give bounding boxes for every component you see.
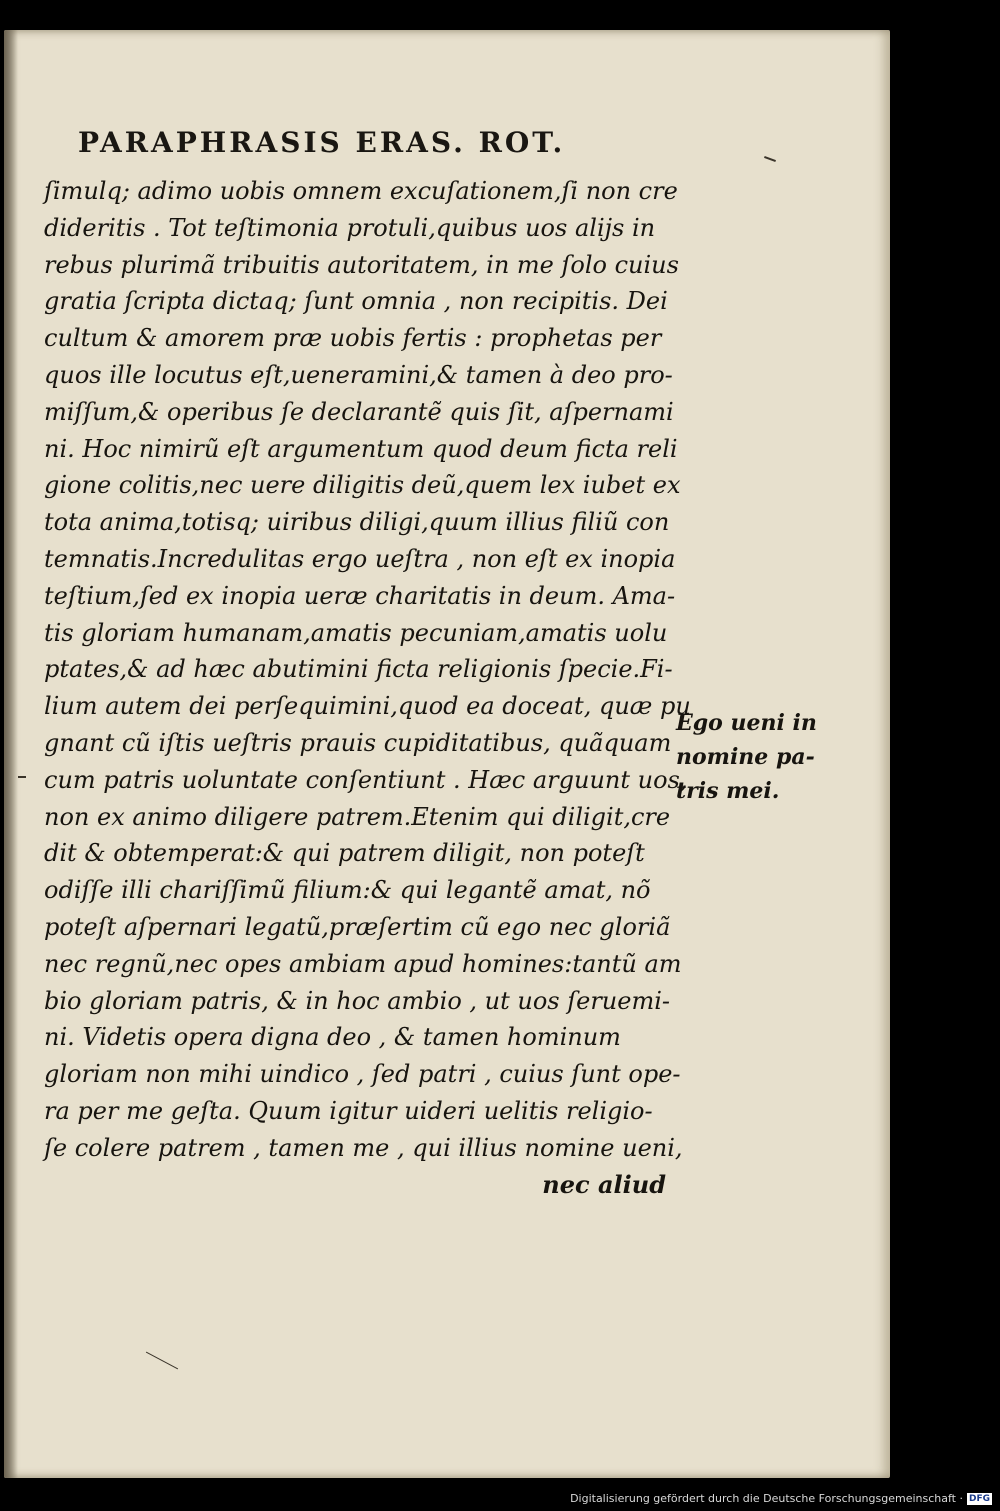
marginal-note [676,706,826,808]
dfg-logo-icon: DFG [968,1493,990,1504]
text-line: non ex animo diligere patrem.Etenim qui diligit,cre [44,802,671,831]
text-line: tota anima,totisq; uiribus diligi,quum illius filiũ con [44,508,670,537]
text-line: gione colitis,nec uere diligitis deũ,quem lex iubet ex [44,471,681,500]
text-line: quos ille locutus eſt,ueneramini,& tamen à deo pro- [44,360,673,389]
text-line: cum patris uoluntate conſentiunt . Hæc arguunt uos, [44,765,688,794]
text-line: poteſt aſpernari legatũ,præſertim cũ ego nec gloriã [44,912,671,941]
book-page [4,30,890,1478]
text-line: bio gloriam patris, & in hoc ambio , ut uos ſeruemi- [44,986,671,1015]
text-line: odiſſe illi chariſſimũ filium:& qui legantẽ amat, nõ [44,876,651,905]
text-line: temnatis.Incredulitas ergo ueſtra , non eſt ex inopia [44,544,676,573]
ink-speck [764,156,776,162]
text-line: miſſum,& operibus ſe declarantẽ quis ſit, aſpernami [44,397,674,426]
text-line: nec regnũ,nec opes ambiam apud homines:tantũ am [44,949,682,978]
text-line: ptates,& ad hæc abutimini ficta religionis ſpecie.Fi- [44,655,673,684]
text-line: ra per me geſta. Quum igitur uideri uelitis religio- [44,1096,653,1125]
credit-text: Digitalisierung gefördert durch die Deutsche Forschungsgemeinschaft · [570,1492,963,1505]
text-line: ni. Videtis opera digna deo , & tamen hominum [44,1023,621,1052]
ink-speck [18,776,26,778]
text-line: lium autem dei perſequimini,quod ea doceat, quæ pu [44,692,691,721]
marginal-note-line: tris mei. [676,778,780,804]
gutter-shadow [4,30,18,1478]
text-line: ſimulq; adimo uobis omnem excuſationem,ſi non cre [44,177,678,205]
marginal-note-line: Ego ueni in [676,710,817,736]
text-line: gloriam non mihi uindico , ſed patri , cuius ſunt ope- [44,1060,681,1089]
text-line: gratia ſcripta dictaq; ſunt omnia , non recipitis. Dei [44,287,668,316]
text-line: dit & obtemperat:& qui patrem diligit, non poteſt [44,839,645,868]
text-line: ni. Hoc nimirũ eſt argumentum quod deum ficta reli [44,434,678,463]
ink-speck [146,1352,178,1370]
text-line: gnant cũ iſtis ueſtris prauis cupiditatibus, quãquam [44,728,672,757]
text-line: rebus plurimã tribuitis autoritatem, in me ſolo cuius [44,250,679,279]
text-line: cultum & amorem præ uobis fertis : prophetas per [44,324,662,353]
catchword: nec aliud [542,1169,666,1199]
running-head: PARAPHRASIS ERAS. ROT. [78,126,566,159]
digitization-credit [570,1492,992,1505]
text-line: dideritis . Tot teſtimonia protuli,quibus uos alijs in [44,213,656,242]
text-line: teſtium,ſed ex inopia ueræ charitatis in deum. Ama- [44,581,676,610]
text-line: tis gloriam humanam,amatis pecuniam,amatis uolu [44,618,668,647]
body-text [44,173,691,1203]
text-line: ſe colere patrem , tamen me , qui illius nomine ueni, [44,1133,683,1162]
marginal-note-line: nomine pa- [676,744,815,770]
